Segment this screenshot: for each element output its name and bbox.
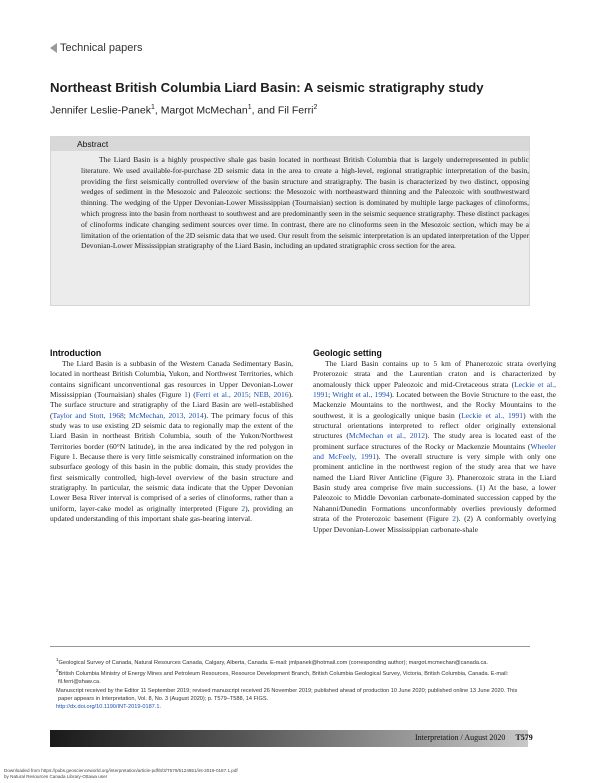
page-number: T579 bbox=[515, 733, 533, 742]
citation-link[interactable]: Ferri et al., 2015 bbox=[195, 390, 249, 400]
paper-title: Northeast British Columbia Liard Basin: A seismic stratigraphy study bbox=[50, 80, 484, 95]
body-text: ) with the structural orientations interpreted to reflect older originally extensional structures ( bbox=[313, 410, 556, 441]
body-text: ) ( bbox=[187, 390, 196, 400]
citation-link[interactable]: McMechan et al., 2012 bbox=[348, 431, 425, 441]
citation-link[interactable]: Wheeler and McFeely, 1991 bbox=[313, 441, 556, 462]
introduction-heading: Introduction bbox=[50, 348, 102, 358]
section-tag bbox=[50, 42, 143, 54]
body-text: ; bbox=[123, 410, 130, 420]
left-column bbox=[50, 348, 293, 525]
affiliation-mark: 1 bbox=[247, 104, 252, 111]
author-name: Fil Ferri bbox=[277, 104, 314, 117]
author-separator: , and bbox=[251, 104, 278, 117]
geologic-setting-heading: Geologic setting bbox=[313, 348, 382, 358]
footnote-affiliation-2 bbox=[50, 667, 530, 686]
body-text: ; bbox=[328, 390, 333, 400]
body-text: ). The overall structure is very simple with only one prominent anticline in the northwest region of the study area that we have named the Liard River Anticline (Figure 3). Phanerozoic strata in the Liard Basin study area comprise five main successions. (1) At the base, a lower Paleozoic to Middle Devonian carbonate-dominated succession capped by the Nahanni/Dunedin Formations unconformably overlies previously deformed strata of the Proterozoic basement (Figure bbox=[313, 452, 556, 524]
body-text: The Liard Basin contains up to 5 km of Phanerozoic strata overlying Proterozoic strata and the Laurentian craton and is characterized by anomalously thick upper Paleozoic and mid-Cretaceous strata ( bbox=[313, 359, 556, 389]
abstract-text: The Liard Basin is a highly prospective shale gas basin located in northeast British Columbia that is largely underrepresented in public literature. We used available-for-purchase 2D seismic data in the area to create a high-level, regional stratigraphic interpretation of the basin, providing the first seismically controlled overview of the basin structure and stratigraphy. The basin is characterized by two distinct, opposing wedges of sediment in the Mesozoic and Paleozoic sections: the Mesozoic with northeastward thinning and the Paleozoic with southwestward thinning. The wedging of the Upper Devonian-Lower Mississippian (Tournaisian) section is dominated by multiple large packages of clinoforms, which progress into the basin from northeast to southwest and are predominantly seen in the seismic sequence stratigraphy. These distinct packages of clinoforms indicate changing sediment sources over time. In contrast, there are no clinoforms seen in the Mesozoic section, which may be a limitation of the orientation of the 2D seismic data that we used. Our result from the seismic interpretation is an updated interpretation of the Upper Devonian-Lower Mississippian stratigraphy of the Liard Basin, including an updated stratigraphic cross section for the area. bbox=[81, 155, 529, 251]
footnote-text: British Columbia Ministry of Energy Mines and Petroleum Resources, Resource Development Branch, British Columbia Geological Survey, Victoria, British Columbia, Canada. E-mail: fil.ferri@shaw.ca. bbox=[58, 671, 509, 686]
citation-link[interactable]: Leckie et al., 1991 bbox=[313, 379, 556, 400]
figure-link[interactable]: 1 bbox=[184, 390, 188, 400]
citation-link[interactable]: McMechan, 2013, 2014 bbox=[129, 410, 204, 420]
body-text: ). (2) A conformably overlying Upper Devonian-Lower Mississippian carbonate-shale bbox=[313, 514, 556, 534]
author-name: Jennifer Leslie-Panek bbox=[50, 104, 151, 117]
body-text: The Liard Basin is a subbasin of the Western Canada Sedimentary Basin, located in northeast British Columbia, Yukon, and Northwest Territories, which contains significant unconventional gas resources in Upper Devonian-Lower Mississippian (Tournaisian) shales (Figure bbox=[50, 359, 293, 400]
body-text: ). The surface structure and stratigraphy of the Liard Basin are well-established ( bbox=[50, 390, 293, 420]
figure-link[interactable]: 2 bbox=[241, 503, 246, 513]
footnote-text: Geological Survey of Canada, Natural Resources Canada, Calgary, Alberta, Canada. E-mail: jmlpanek@hotmail.com (corresponding author); margot.mcmechan@canada.ca. bbox=[58, 659, 488, 666]
footnote-mark: 1 bbox=[56, 657, 59, 662]
citation-link[interactable]: NEB, 2016 bbox=[253, 390, 289, 400]
journal-issue: Interpretation / August 2020 bbox=[415, 733, 506, 742]
right-column bbox=[313, 348, 556, 535]
footnote-manuscript-history: Manuscript received by the Editor 11 September 2019; revised manuscript received 26 November 2019; published ahead of production 10 June 2020; published online 13 June 2020. This paper appears in Interpretation, Vol. 8, No. 3 (August 2020); p. T579–T588, 14 FIGS. bbox=[56, 687, 518, 702]
citation-link[interactable]: Wright et al., 1994 bbox=[332, 390, 390, 400]
left-triangle-icon bbox=[50, 43, 57, 53]
footnotes bbox=[50, 656, 530, 712]
author-list bbox=[50, 104, 317, 117]
citation-link[interactable]: Taylor and Stott, 1968 bbox=[52, 410, 124, 420]
abstract-heading: Abstract bbox=[51, 137, 529, 151]
affiliation-mark: 1 bbox=[150, 104, 155, 111]
geologic-setting-paragraph bbox=[313, 359, 556, 535]
citation-link[interactable]: Leckie et al., 1991 bbox=[461, 410, 524, 420]
affiliation-mark: 2 bbox=[313, 104, 318, 111]
page-footer bbox=[415, 733, 533, 742]
author-separator: , bbox=[154, 104, 161, 117]
body-text: ). Located between the Bovie Structure to the east, the Mackenzie Mountains to the northwest, and the Rocky Mountains to the southwest, it is a geologically unique basin ( bbox=[313, 390, 556, 420]
body-text: ). The study area is located east of the prominent surface structures of the Rocky or Mackenzie Mountains ( bbox=[313, 431, 556, 451]
download-note: Downloaded from https://pubs.geoscienceworld.org/interpretation/article-pdf/8/3/T579/5124651/int-2019-0187.1.pdf by Natural Resources Canada Library-Ottawa user bbox=[4, 768, 238, 779]
body-text: ; bbox=[248, 390, 254, 400]
body-text: ). The primary focus of this study was to use existing 2D seismic data to regionally map the extent of the Liard Basin in northeast British Columbia, south of the Yukon/Northwest Territories border (60°N latitude), in the area indicated by the red polygon in Figure 1. Because there is very little seismically constrained information on the subsurface geology of this basin in the public domain, this study provides the first seismically controlled, high-level overview of the basin structure and stratigraphy. In particular, the seismic data indicate that the Upper Devonian Lower Besa River interval is comprised of a series of clinoforms, rather than a uniform, layer-cake model as originally interpreted (Figure bbox=[50, 410, 294, 513]
author-name: Margot McMechan bbox=[160, 104, 248, 117]
footnote-affiliation-1 bbox=[50, 656, 530, 667]
abstract-box bbox=[50, 136, 530, 306]
footnote-mark: 2 bbox=[56, 668, 59, 674]
section-tag-label: Technical papers bbox=[60, 42, 143, 54]
figure-link[interactable]: 2 bbox=[452, 514, 457, 524]
body-text: ), providing an updated understanding of this important shale gas-bearing interval. bbox=[50, 503, 293, 524]
footnote-doi-link[interactable]: http://dx.doi.org/10.1190/INT-2019-0187.1. bbox=[56, 704, 162, 711]
footnote-divider bbox=[50, 646, 530, 647]
introduction-paragraph bbox=[50, 359, 293, 525]
